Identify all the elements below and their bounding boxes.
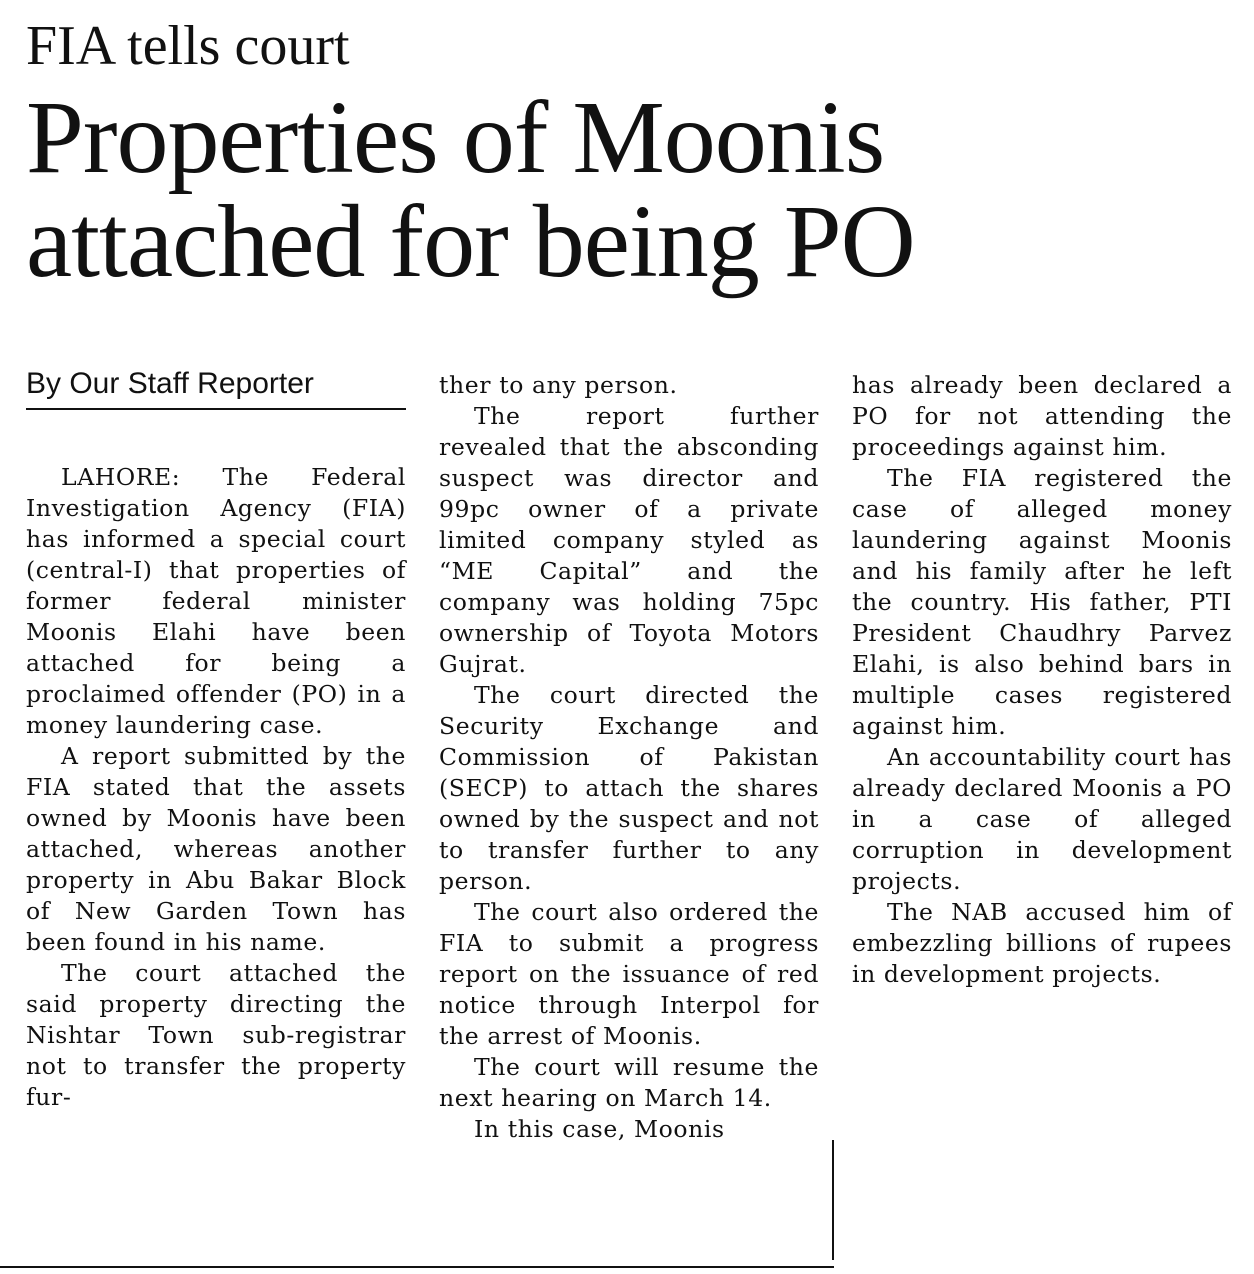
paragraph: The court will resume the next hearing on March 14. [439,1053,819,1112]
paragraph: An accountability court has already declared Moonis a PO in a case of alleged corruption in development projects. [852,743,1232,895]
paragraph-continued: ther to any person. [439,371,678,399]
paragraph: The NAB accused him of embezzling billions of rupees in development projects. [852,898,1232,988]
article-kicker: FIA tells court [26,15,350,77]
paragraph: The FIA registered the case of alleged money laundering against Moonis and his family after he left the country. His father, PTI President Chaudhry Parvez Elahi, is also behind bars in multiple cases registered against him. [852,464,1232,740]
paragraph-continued: has already been declared a PO for not attending the proceedings against him. [852,371,1232,461]
paragraph: The court also ordered the FIA to submit a progress report on the issuance of red notice through Interpol for the arrest of Moonis. [439,898,819,1050]
article-headline: Properties of Moonis attached for being PO [26,80,915,299]
paragraph: The court directed the Security Exchange and Commission of Pakistan (SECP) to attach the shares owned by the suspect and not to transfer further to any person. [439,681,819,895]
text-column-2 [439,370,819,1145]
paragraph: The report further revealed that the absconding suspect was director and 99pc owner of a private limited company styled as “ME Capital” and the company was holding 75pc ownership of Toyota Motors Gujrat. [439,402,819,678]
byline: By Our Staff Reporter [26,364,406,410]
column-border-horizontal [0,1266,834,1268]
paragraph: The court attached the said property directing the Nishtar Town sub-registrar not to transfer the property fur- [26,959,406,1111]
text-column-1 [26,462,406,1113]
text-column-3 [852,370,1232,990]
paragraph: A report submitted by the FIA stated that the assets owned by Moonis have been attached, whereas another property in Abu Bakar Block of New Garden Town has been found in his name. [26,742,406,956]
paragraph: In this case, Moonis [474,1115,725,1143]
column-border-vertical [832,1140,834,1260]
paragraph: LAHORE: The Federal Investigation Agency (FIA) has informed a special court (central-I) that properties of former federal minister Moonis Elahi have been attached for being a proclaimed offender (PO) in a money laundering case. [26,463,406,739]
